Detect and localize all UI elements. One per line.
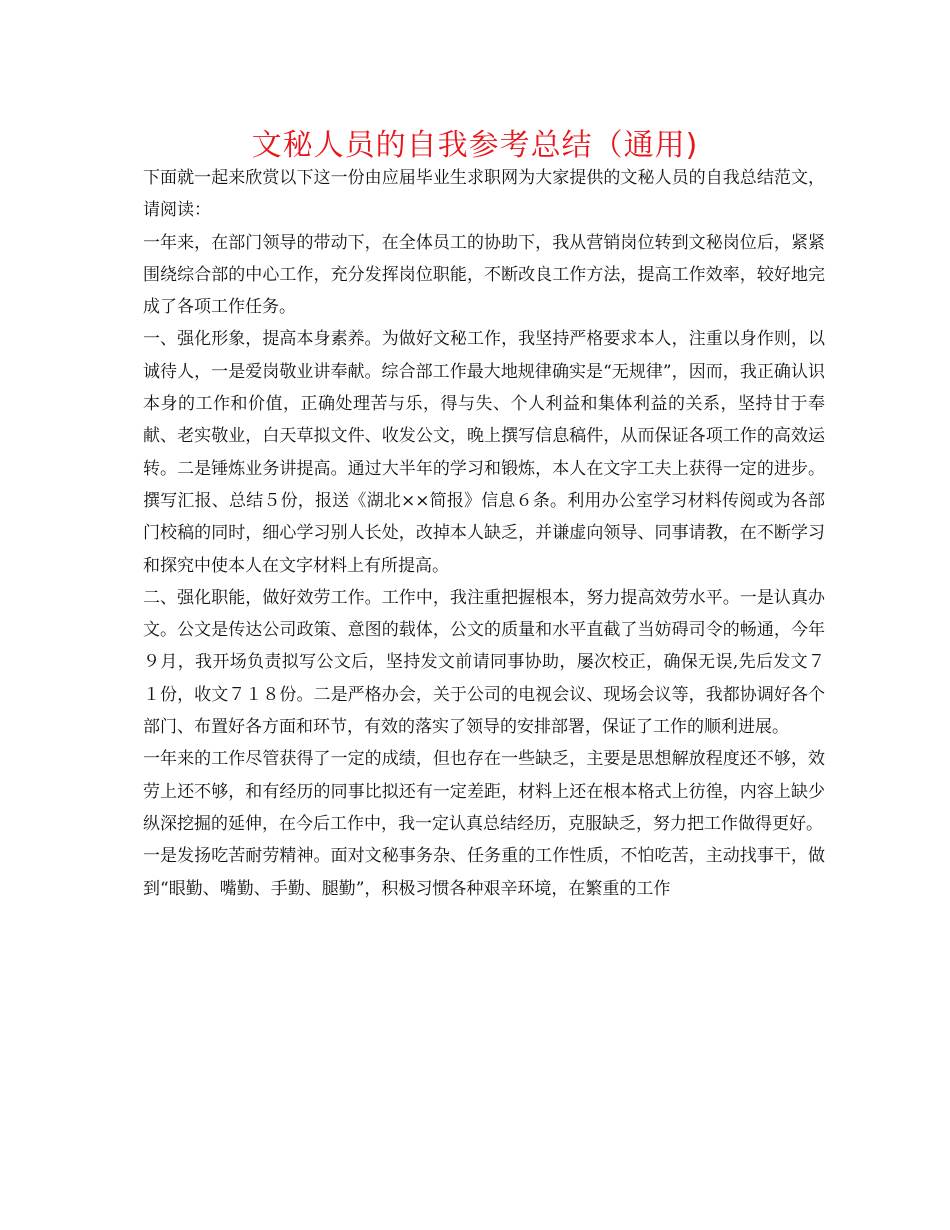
paragraph-overview: 一年来，在部门领导的带动下，在全体员工的协助下，我从营销岗位转到文秘岗位后，紧紧围绕综合部的中心工作，充分发挥岗位职能，不断改良工作方法，提高工作效率，较好地完成了各项工作任务。 [143, 232, 825, 318]
paragraph-section-one: 一、强化形象，提高本身素养。为做好文秘工作，我坚持严格要求本人，注重以身作则，以诚待人，一是爱岗敬业讲奉献。综合部工作最大地规律确实是“无规律”，因而，我正确认识本身的工作和价值，正确处理苦与乐，得与失、个人利益和集体利益的关系，坚持甘于奉献、老实敬业，白天草拟文件、收发公文，晚上撰写信息稿件，从而保证各项工作的高效运转。二是锤炼业务讲提高。通过大半年的学习和锻炼，本人在文字工夫上获得一定的进步。撰写汇报、总结５份，报送《湖北××简报》信息６条。利用办公室学习材料传阅或为各部门校稿的同时，细心学习别人长处，改掉本人缺乏，并谦虚向领导、同事请教，在不断学习和探究中使本人在文字材料上有所提高。 [143, 329, 825, 576]
paragraph-shortcomings: 一年来的工作尽管获得了一定的成绩，但也存在一些缺乏，主要是思想解放程度还不够，效劳上还不够，和有经历的同事比拟还有一定差距，材料上还在根本格式上彷徨，内容上缺少纵深挖掘的延伸，在今后工作中，我一定认真总结经历，克服缺乏，努力把工作做得更好。 [143, 749, 825, 834]
paragraph-plan-one: 一是发扬吃苦耐劳精神。面对文秘事务杂、任务重的工作性质，不怕吃苦，主动找事干，做到“眼勤、嘴勤、手勤、腿勤”，积极习惯各种艰辛环境，在繁重的工作 [143, 846, 825, 899]
document-body [143, 162, 825, 905]
paragraph-section-two: 二、强化职能，做好效劳工作。工作中，我注重把握根本，努力提高效劳水平。一是认真办文。公文是传达公司政策、意图的载体，公文的质量和水平直截了当妨碍司令的畅通，今年９月，我开场负责拟写公文后，坚持发文前请同事协助，屡次校正，确保无误,先后发文７１份，收文７１８份。二是严格办会，关于公司的电视会议、现场会议等，我都协调好各个部门、布置好各方面和环节，有效的落实了领导的安排部署，保证了工作的顺利进展。 [143, 587, 825, 738]
document-title: 文秘人员的自我参考总结（通用) [251, 128, 699, 163]
paragraph-intro: 下面就一起来欣赏以下这一份由应届毕业生求职网为大家提供的文秘人员的自我总结范文，请阅读： [143, 168, 825, 221]
